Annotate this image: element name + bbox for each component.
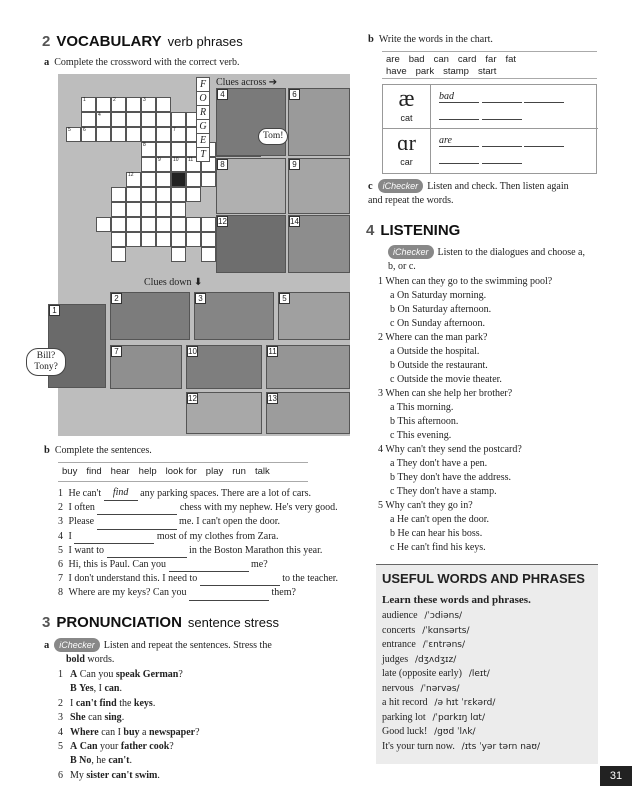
section-subtitle: sentence stress (187, 615, 279, 630)
answer-option[interactable]: c This evening. (390, 430, 452, 441)
page-number: 31 (600, 766, 632, 786)
crossword-cell[interactable]: 12 (126, 172, 141, 187)
useful-item: late (opposite early) /leɪt/ (382, 668, 490, 679)
sentence-item: 3 Please me. I can't open the door. (58, 515, 358, 529)
answer-option[interactable]: c They don't have a stamp. (390, 486, 497, 497)
crossword-cell[interactable] (96, 217, 111, 232)
crossword-cell[interactable] (141, 232, 156, 247)
instruction-right-c: c iChecker Listen and check. Then listen again and repeat the words. (368, 181, 569, 206)
question: 2 Where can the man park? (378, 332, 488, 343)
crossword-cell[interactable] (171, 112, 186, 127)
pron-sentence: 4 Where can I buy a newspaper? (58, 726, 200, 738)
crossword-cell[interactable] (171, 247, 186, 262)
crossword-cell[interactable] (171, 187, 186, 202)
question: 1 When can they go to the swimming pool? (378, 276, 553, 287)
crossword-cell[interactable] (126, 232, 141, 247)
crossword-cell[interactable]: 6 (81, 127, 96, 142)
crossword-cell[interactable] (81, 112, 96, 127)
answer-option[interactable]: c Outside the movie theater. (390, 374, 502, 385)
crossword-cell[interactable] (96, 97, 111, 112)
photo-classroom: 13 (266, 392, 350, 434)
clues-down-label: Clues down ⬇ (144, 277, 203, 288)
crossword-cell[interactable] (201, 172, 216, 187)
crossword-cell[interactable] (96, 127, 111, 142)
answer-option[interactable]: b They don't have the address. (390, 472, 512, 483)
sentence-item: 5 I want to in the Boston Marathon this year. (58, 544, 358, 558)
crossword-cell[interactable] (126, 202, 141, 217)
sentence-item: 2 I often chess with my nephew. He's very good. (58, 501, 358, 515)
crossword-cell[interactable] (156, 232, 171, 247)
photo-woman-phone: 14 (288, 215, 350, 273)
pron-list (58, 668, 318, 783)
crossword-cell[interactable] (126, 112, 141, 127)
pron-sentence: 3 She can sing. (58, 712, 125, 724)
word-option: fat (505, 54, 517, 65)
useful-item: It's your turn now. /ɪts ˈyər tərn naʊ/ (382, 740, 541, 752)
section-title: VOCABULARY (56, 33, 162, 50)
crossword-cell[interactable]: 8 (141, 142, 156, 157)
crossword-cell[interactable] (186, 232, 201, 247)
crossword-cell[interactable] (156, 217, 171, 232)
symbol-ar: ɑr (397, 130, 416, 155)
across-letter-cell: F (196, 77, 210, 92)
crossword-cell[interactable]: 3 (141, 97, 156, 112)
options (378, 457, 608, 499)
useful-subtitle: Learn these words and phrases. (382, 594, 531, 606)
crossword-cell[interactable] (141, 187, 156, 202)
instruction-b (44, 444, 152, 458)
crossword-cell[interactable]: 11 (186, 157, 201, 172)
photo-dancers: 12 (216, 215, 286, 273)
across-letter-cell: G (196, 119, 210, 134)
word-option: look for (165, 466, 197, 477)
crossword-cell[interactable]: 7 (171, 127, 186, 142)
answer-option[interactable]: a This morning. (390, 402, 454, 413)
crossword-cell[interactable] (126, 187, 141, 202)
crossword-cell[interactable] (201, 247, 216, 262)
word-option: play (205, 466, 224, 477)
options (378, 345, 608, 387)
sentence-item: 1 He can't find any parking spaces. There are a lot of cars. (58, 486, 358, 501)
photo-couple: 3 (194, 292, 274, 340)
across-letter-cell: E (196, 133, 210, 148)
ichecker-badge: iChecker (378, 179, 424, 193)
crossword-cell[interactable]: 2 (111, 97, 126, 112)
sentence-item: 6 Hi, this is Paul. Can you me? (58, 558, 358, 572)
word-option: far (485, 54, 497, 65)
photo-running: 12 (186, 392, 262, 434)
useful-item: nervous /ˈnərvəs/ (382, 682, 460, 694)
useful-item: judges /dʒʌdʒɪz/ (382, 653, 457, 665)
answer-option[interactable]: a He can't open the door. (390, 514, 489, 525)
word-option: have (386, 66, 407, 77)
section-subtitle: verb phrases (167, 34, 243, 49)
sound-chart (382, 84, 597, 174)
photo-man-woman: 7 (110, 345, 182, 389)
photo-man-smiling: 4 (216, 88, 286, 156)
pron-sentence: B Yes, I can. (70, 683, 122, 695)
crossword-cell[interactable] (141, 127, 156, 142)
crossword-cell[interactable] (141, 157, 156, 172)
crossword-cell[interactable] (111, 127, 126, 142)
instruction-right-b: b Write the words in the chart. (368, 34, 493, 45)
across-letter-cell: R (196, 105, 210, 120)
crossword-cell[interactable]: 10 (171, 157, 186, 172)
question: 4 Why can't they send the postcard? (378, 444, 522, 455)
listening-heading: 4 LISTENING (366, 222, 461, 239)
pron-sentence: 1 A Can you speak German? (58, 669, 183, 680)
crossword-cell[interactable] (171, 142, 186, 157)
pron-sentence: 5 A Can your father cook? (58, 741, 174, 753)
useful-item: Good luck! /gʊd ˈlʌk/ (382, 726, 476, 737)
pron-sentence: 2 I can't find the keys. (58, 697, 156, 709)
across-answer-column (196, 78, 210, 162)
word-option: help (138, 466, 157, 477)
word-option: run (232, 466, 246, 477)
photo-kids-phone: 11 (266, 345, 350, 389)
crossword-cell[interactable] (201, 217, 216, 232)
word-option: buy (62, 466, 78, 477)
speech-bubble-tom: Tom! (258, 128, 288, 145)
instruction-a (44, 56, 239, 70)
crossword-cell[interactable] (141, 172, 156, 187)
answer-blank[interactable]: find (104, 486, 138, 501)
answer-option[interactable]: b On Saturday afternoon. (390, 304, 492, 315)
crossword-cell[interactable] (126, 217, 141, 232)
instruction-text: Complete the crossword with the correct verb. (54, 57, 240, 68)
word-option: hear (110, 466, 130, 477)
crossword-cell[interactable] (156, 97, 171, 112)
photo-swimmer: 5 (278, 292, 350, 340)
options (378, 513, 608, 555)
across-letter-cell: T (196, 147, 210, 162)
crossword-cell[interactable] (111, 247, 126, 262)
crossword-cell[interactable] (141, 202, 156, 217)
example-answer: are (439, 135, 479, 147)
crossword-cell[interactable] (111, 217, 126, 232)
sentence-list (58, 486, 358, 601)
ichecker-badge: iChecker (54, 638, 100, 652)
clues-across-label: Clues across ➔ (216, 77, 278, 88)
listening-questions (378, 275, 608, 555)
crossword-cell[interactable] (171, 232, 186, 247)
answer-option[interactable]: a Outside the hospital. (390, 346, 480, 357)
arrow-down-icon: ⬇ (194, 277, 203, 288)
crossword-cell[interactable] (156, 112, 171, 127)
crossword-cell[interactable] (141, 112, 156, 127)
useful-item: concerts /ˈkɑnsərts/ (382, 624, 470, 636)
word-option: start (477, 66, 497, 77)
pron-heading (42, 614, 279, 631)
chart-row-car: ɑr car are (383, 129, 598, 173)
crossword-cell[interactable]: 9 (156, 157, 171, 172)
word-box (58, 462, 308, 482)
useful-item: a hit record /ə hɪt ˈrɛkərd/ (382, 697, 496, 708)
options (378, 401, 608, 443)
sentence-item: 8 Where are my keys? Can you them? (58, 586, 358, 600)
answer-option[interactable]: b Outside the restaurant. (390, 360, 488, 371)
example-answer: bad (439, 91, 479, 103)
answer-blank[interactable] (189, 600, 269, 601)
photo-friends-talking: 2 (110, 292, 190, 340)
sentence-item: 7 I don't understand this. I need to to the teacher. (58, 572, 358, 586)
answer-option[interactable]: a On Saturday morning. (390, 290, 487, 301)
photo-parking: 9 (288, 158, 350, 214)
crossword-cell[interactable] (111, 187, 126, 202)
useful-title: USEFUL WORDS AND PHRASES (382, 571, 585, 586)
question: 3 When can she help her brother? (378, 388, 513, 399)
photo-lake-boat: 6 (288, 88, 350, 156)
crossword-cell[interactable] (126, 127, 141, 142)
photo-chess: 10 (186, 345, 262, 389)
word-option: find (86, 466, 102, 477)
photo-shop: 8 (216, 158, 286, 214)
useful-item: audience /ˈɔdiəns/ (382, 610, 463, 621)
photo-man-thinking: 1 (48, 304, 106, 388)
ichecker-badge: iChecker (388, 245, 434, 259)
instruction-text: Complete the sentences. (54, 445, 152, 456)
sound-word-box (382, 51, 597, 79)
crossword-cell[interactable] (156, 127, 171, 142)
listening-instruction: iChecker Listen to the dialogues and choose a, b, or c. (388, 247, 585, 272)
word-option: bad (408, 54, 425, 65)
across-letter-cell: O (196, 91, 210, 106)
word-option: are (386, 54, 400, 65)
answer-option[interactable]: b He can hear his boss. (390, 528, 483, 539)
answer-option[interactable]: c On Sunday afternoon. (390, 318, 485, 329)
arrow-right-icon: ➔ (268, 77, 278, 88)
vocab-heading (42, 33, 243, 50)
crossword-cell[interactable] (156, 202, 171, 217)
useful-list (382, 609, 592, 754)
pron-sentence: 6 My sister can't swim. (58, 769, 160, 781)
crossword-cell[interactable] (126, 97, 141, 112)
useful-item: entrance /ˈɛntrəns/ (382, 639, 466, 650)
crossword-cell[interactable] (111, 202, 126, 217)
answer-option[interactable]: a They don't have a pen. (390, 458, 488, 469)
crossword-cell[interactable] (111, 112, 126, 127)
crossword-cell[interactable] (156, 172, 171, 187)
crossword-cell[interactable]: 4 (96, 112, 111, 127)
section-title: PRONUNCIATION (56, 614, 182, 631)
useful-words-box (376, 564, 598, 764)
pron-sentence: B No, he can't. (70, 755, 132, 767)
word-option: talk (254, 466, 270, 477)
item-label: a (44, 57, 50, 68)
section-number: 2 (42, 33, 51, 50)
crossword-cell[interactable] (186, 217, 201, 232)
crossword-cell[interactable] (186, 172, 201, 187)
answer-option[interactable]: c He can't find his keys. (390, 542, 486, 553)
crossword-cell[interactable] (186, 187, 201, 202)
crossword-cell[interactable] (141, 217, 156, 232)
crossword-cell[interactable] (156, 187, 171, 202)
speech-bubble-bill-tony: Bill? Tony? (26, 348, 66, 376)
crossword-cell[interactable] (111, 232, 126, 247)
crossword-cell[interactable] (156, 142, 171, 157)
question: 5 Why can't they go in? (378, 500, 473, 511)
section-number: 3 (42, 614, 51, 631)
word-option: card (457, 54, 477, 65)
pron-instruction: a iChecker Listen and repeat the sentences. Stress the bold words. (44, 640, 272, 665)
item-label: b (44, 445, 50, 456)
options (378, 289, 608, 331)
answer-option[interactable]: b This afternoon. (390, 416, 459, 427)
crossword-cell[interactable] (171, 202, 186, 217)
chart-row-cat: æ cat bad (383, 85, 598, 129)
word-option: stamp (443, 66, 469, 77)
sentence-item: 4 I most of my clothes from Zara. (58, 530, 358, 544)
crossword-cell[interactable] (171, 172, 186, 187)
word-option: can (433, 54, 449, 65)
word-option: park (415, 66, 435, 77)
useful-item: parking lot /ˈpɑrkɪŋ lɑt/ (382, 711, 485, 723)
symbol-ae: æ (398, 86, 415, 112)
crossword-cell[interactable] (171, 217, 186, 232)
crossword-cell[interactable]: 1 (81, 97, 96, 112)
crossword-cell[interactable]: 5 (66, 127, 81, 142)
crossword-cell[interactable] (201, 232, 216, 247)
